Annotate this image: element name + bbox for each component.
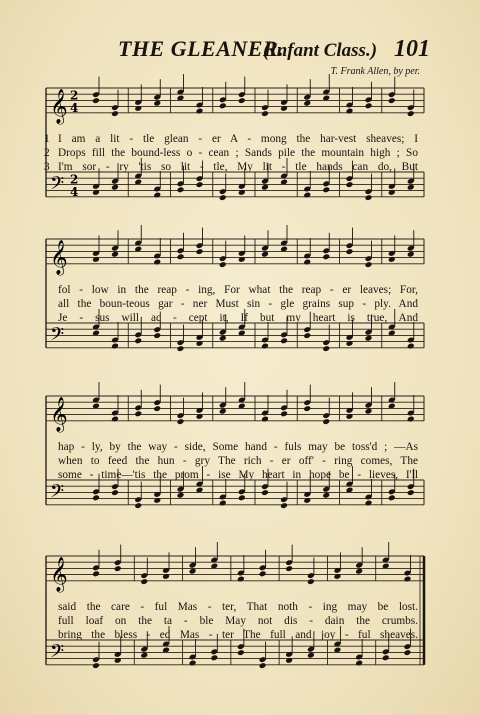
note-head [322, 418, 330, 425]
note-head [153, 192, 161, 199]
note-head [219, 261, 227, 268]
note-head [111, 343, 119, 350]
note-head [346, 108, 354, 115]
note-head [285, 657, 293, 664]
treble-clef-icon: 𝄞 [50, 556, 68, 592]
note-head [346, 340, 354, 347]
note-head [261, 110, 269, 117]
note-head [388, 494, 396, 501]
song-subtitle: (Infant Class.) [263, 40, 378, 61]
note-head [259, 570, 267, 577]
time-signature-top: 2 [70, 88, 79, 103]
note-head [153, 332, 161, 339]
treble-clef-icon: 𝄞 [50, 88, 68, 124]
lyric-line [58, 615, 418, 627]
note-head [322, 186, 330, 193]
note-head [280, 410, 288, 417]
note-head [307, 578, 315, 585]
note-head [303, 405, 311, 412]
note-head [134, 410, 142, 417]
lyric-text: hap - ly, by the way - side, Some hand - fuls may be toss'd ; —As [58, 441, 418, 453]
note-head [303, 497, 311, 504]
lyric-line [58, 441, 418, 453]
note-head [196, 248, 204, 255]
lyric-line [44, 147, 418, 159]
note-head [210, 654, 218, 661]
verse-number: 3 [44, 161, 50, 173]
note-head [346, 181, 354, 188]
note-head [92, 256, 100, 263]
note-head [237, 576, 245, 583]
note-head [177, 345, 185, 352]
note-head [196, 108, 204, 115]
note-head [153, 259, 161, 266]
note-head [219, 194, 227, 201]
note-head [407, 343, 415, 350]
bass-clef-icon: 𝄢 [50, 641, 65, 667]
note-head [365, 500, 373, 507]
lyric-text: when to feed the hun - gry The rich - er off' - ring comes, The [58, 455, 418, 467]
bass-clef-icon: 𝄢 [50, 324, 65, 350]
lyric-text: Drops fill the bound-less o - cean ; Sands pile the mountain high ; So [58, 147, 418, 159]
note-head [196, 340, 204, 347]
note-head [219, 102, 227, 109]
bass-clef-icon: 𝄢 [50, 173, 65, 199]
note-head [238, 97, 246, 104]
note-head [303, 192, 311, 199]
note-head [261, 416, 269, 423]
note-head [346, 413, 354, 420]
note-head [153, 497, 161, 504]
note-head [237, 649, 245, 656]
note-head [177, 418, 185, 425]
lyric-text: I'm sor - ry 'tis so lit - tle, My lit - tle hands can do, But [58, 161, 418, 173]
time-signature-bottom: 4 [70, 100, 79, 115]
verse-number: 2 [44, 147, 50, 159]
note-head [238, 494, 246, 501]
time-signature-top: 2 [70, 172, 79, 187]
note-head [322, 345, 330, 352]
verse-number: 1 [44, 133, 50, 145]
note-head [280, 502, 288, 509]
bass-clef-icon: 𝄢 [50, 481, 65, 507]
note-head [280, 105, 288, 112]
note-head [238, 256, 246, 263]
note-head [219, 500, 227, 507]
treble-clef-icon: 𝄞 [50, 396, 68, 432]
lyric-line [58, 469, 418, 481]
lyric-text: bring the bless - ed Mas - ter The full and joy - ful sheaves. [58, 629, 418, 641]
note-head [346, 248, 354, 255]
note-head [388, 256, 396, 263]
note-head [404, 576, 412, 583]
lyric-line [44, 161, 418, 173]
note-head [365, 194, 373, 201]
note-head [111, 489, 119, 496]
note-head [134, 337, 142, 344]
lyric-text: full loaf on the ta - ble May not dis - dain the crumbs. [58, 615, 418, 627]
lyric-line [58, 298, 418, 310]
note-head [92, 97, 100, 104]
note-head [177, 186, 185, 193]
treble-clef-icon: 𝄞 [50, 239, 68, 275]
note-head [303, 259, 311, 266]
lyric-line [58, 455, 418, 467]
note-head [111, 416, 119, 423]
lyric-line [58, 601, 418, 613]
time-signature-bottom: 4 [70, 184, 79, 199]
composer-credit: T. Frank Allen, by per. [330, 66, 420, 77]
note-head [92, 494, 100, 501]
lyric-line [58, 312, 418, 324]
song-title: THE GLEANER. [118, 36, 285, 61]
lyric-text: fol - low in the reap - ing, For what the reap - er leaves; For, [58, 284, 418, 296]
note-head [404, 649, 412, 656]
note-head [189, 660, 197, 667]
note-head [134, 105, 142, 112]
lyric-text: Je - sus will ac - cept it, If but my heart is true, And [58, 312, 418, 324]
note-head [365, 261, 373, 268]
note-head [162, 573, 170, 580]
note-head [238, 189, 246, 196]
page-number: 101 [394, 36, 430, 62]
lyric-text: I am a lit - tle glean - er A - mong the har-vest sheaves; I [58, 133, 418, 145]
lyric-line [58, 284, 418, 296]
note-head [259, 662, 267, 669]
lyric-line [44, 133, 418, 145]
note-head [196, 181, 204, 188]
note-head [365, 102, 373, 109]
note-head [407, 489, 415, 496]
note-head [303, 332, 311, 339]
note-head [92, 189, 100, 196]
note-head [407, 110, 415, 117]
note-head [322, 253, 330, 260]
note-head [388, 97, 396, 104]
note-head [92, 662, 100, 669]
lyric-text: some - time—'tis the prom - ise My heart in hope be - lieves, I'll [58, 469, 418, 481]
note-head [407, 416, 415, 423]
note-head [114, 565, 122, 572]
note-head [355, 660, 363, 667]
lyric-text: said the care - ful Mas - ter, That noth - ing may be lost. [58, 601, 418, 613]
lyric-line [58, 629, 418, 641]
note-head [153, 405, 161, 412]
note-head [114, 657, 122, 664]
note-head [140, 578, 148, 585]
note-head [382, 654, 390, 661]
note-head [261, 343, 269, 350]
note-head [111, 110, 119, 117]
note-head [285, 565, 293, 572]
note-head [388, 189, 396, 196]
note-head [177, 253, 185, 260]
note-head [261, 489, 269, 496]
note-head [334, 573, 342, 580]
note-head [92, 570, 100, 577]
note-head [134, 502, 142, 509]
note-head [196, 413, 204, 420]
note-head [280, 337, 288, 344]
lyric-text: all the boun-teous gar - ner Must sin - gle grains sup - ply. And [58, 298, 418, 310]
